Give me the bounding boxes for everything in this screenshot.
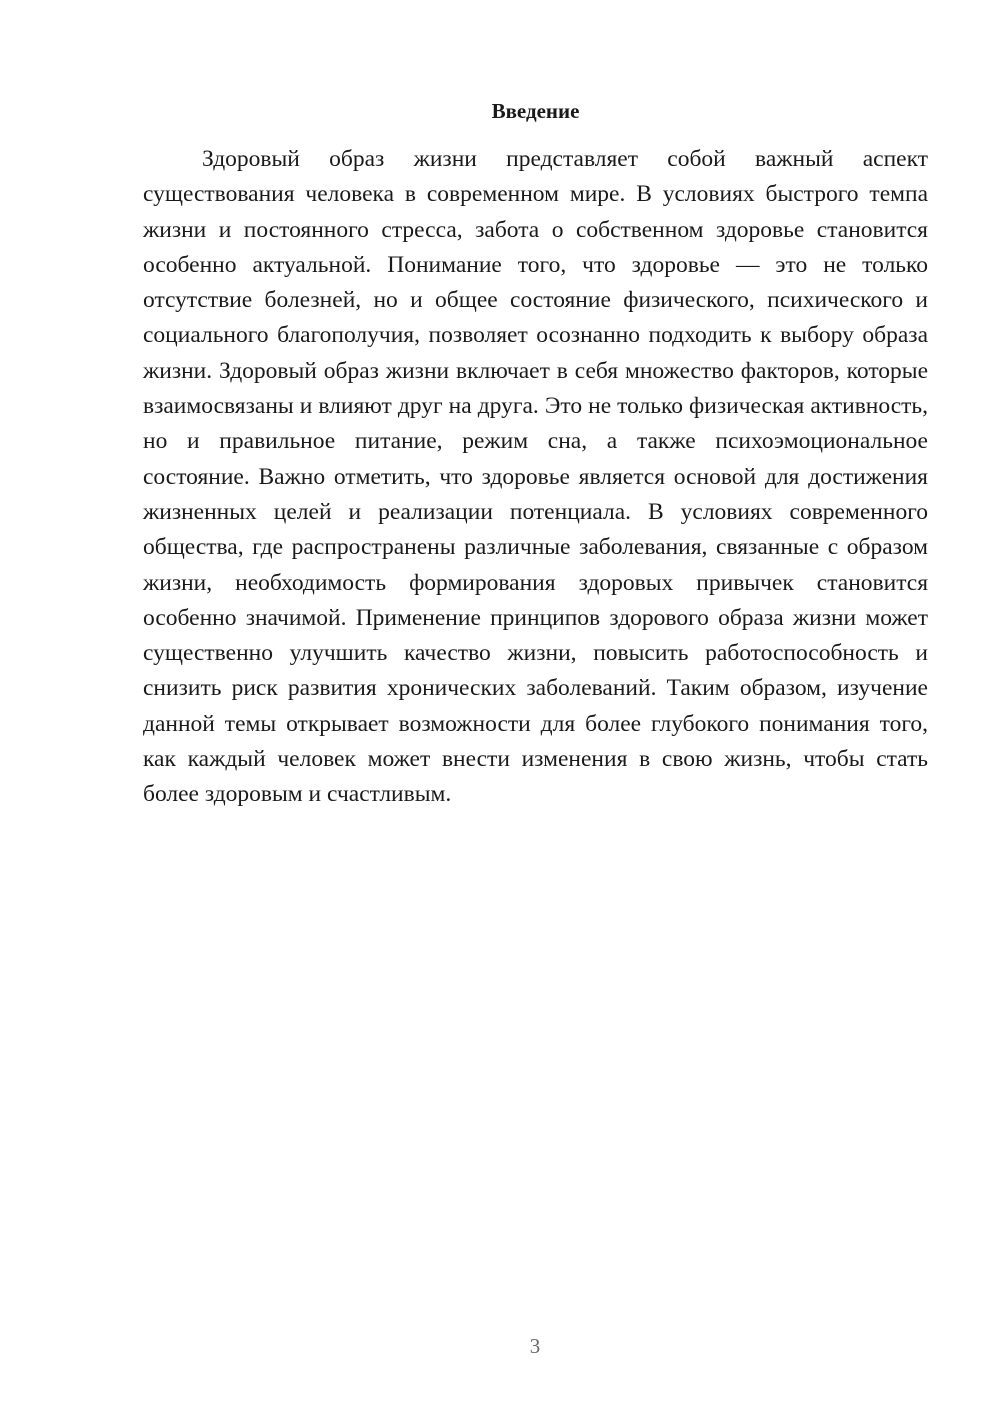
- page-title: Введение: [491, 99, 580, 123]
- body-paragraph: Здоровый образ жизни представляет собой важный аспект существования человека в современном мире. В условиях быстрого темпа жизни и постоянного стресса, забота о собственном здоровье становится особенно актуальной. Понимание того, что здоровье — это не только отсутствие болезней, но и общее состояние физического, психического и социального благополучия, позволяет осознанно подходить к выбору образа жизни. Здоровый образ жизни включает в себя множество факторов, которые взаимосвязаны и влияют друг на друга. Это не только физическая активность, но и правильное питание, режим сна, а также психоэмоциональное состояние. Важно отметить, что здоровье является основой для достижения жизненных целей и реализации потенциала. В условиях современного общества, где распространены различные заболевания, связанные с образом жизни, необходимость формирования здоровых привычек становится особенно значимой. Применение принципов здорового образа жизни может существенно улучшить качество жизни, повысить работоспособность и снизить риск развития хронических заболеваний. Таким образом, изучение данной темы открывает возможности для более глубокого понимания того, как каждый человек может внести изменения в свою жизнь, чтобы стать более здоровым и счастливым.: [143, 146, 928, 808]
- page-number: 3: [529, 1334, 541, 1358]
